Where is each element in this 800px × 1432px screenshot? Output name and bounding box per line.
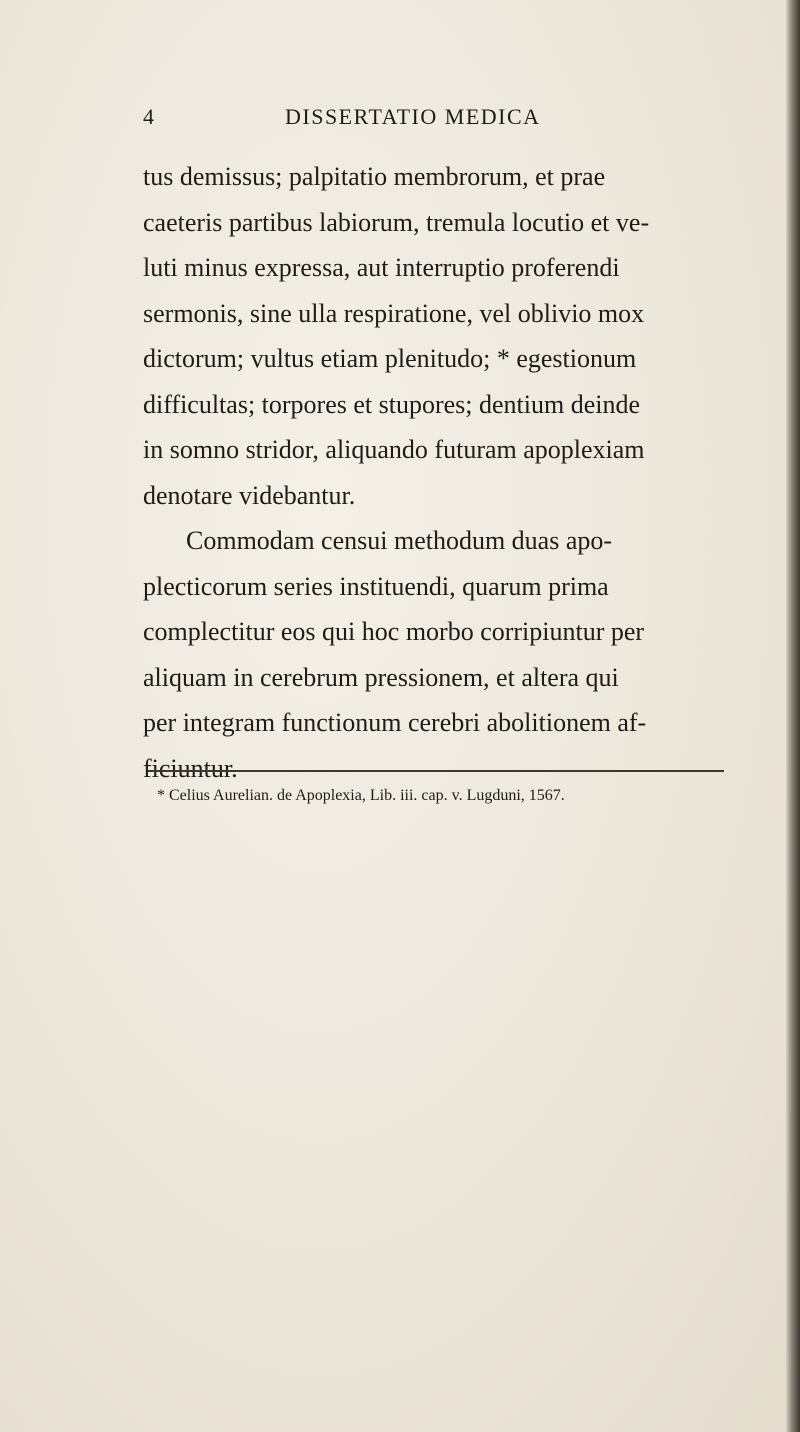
text-line: luti minus expressa, aut interruptio proferendi	[143, 253, 620, 282]
text-line: in somno stridor, aliquando futuram apoplexiam	[143, 435, 645, 464]
paragraph-start-line: Commodam censui methodum duas apo-	[186, 526, 613, 555]
page-header	[143, 104, 703, 134]
running-title: DISSERTATIO MEDICA	[285, 104, 541, 129]
text-line: sermonis, sine ulla respiratione, vel oblivio mox	[143, 298, 645, 328]
text-line: tus demissus; palpitatio membrorum, et prae	[143, 162, 606, 191]
text-line: aliquam in cerebrum pressionem, et altera qui	[143, 662, 619, 692]
text-line: plecticorum series instituendi, quarum prima	[143, 571, 609, 601]
text-line: caeteris partibus labiorum, tremula locutio et ve-	[143, 207, 650, 237]
text-line: complectitur eos qui hoc morbo corripiuntur per	[143, 617, 645, 646]
footnote-rule	[148, 770, 724, 772]
body-text	[143, 154, 733, 791]
footnote: * Celius Aurelian. de Apoplexia, Lib. iii. cap. v. Lugduni, 1567.	[157, 787, 565, 804]
page-edge-shadow	[786, 0, 800, 1432]
page-number: 4	[143, 104, 154, 129]
text-line: difficultas; torpores et stupores; dentium deinde	[143, 389, 641, 419]
text-line: dictorum; vultus etiam plenitudo; * egestionum	[143, 344, 637, 373]
text-line: per integram functionum cerebri abolitionem af-	[143, 708, 647, 737]
text-line: ficiuntur.	[143, 753, 238, 783]
text-line: denotare videbantur.	[143, 480, 356, 510]
